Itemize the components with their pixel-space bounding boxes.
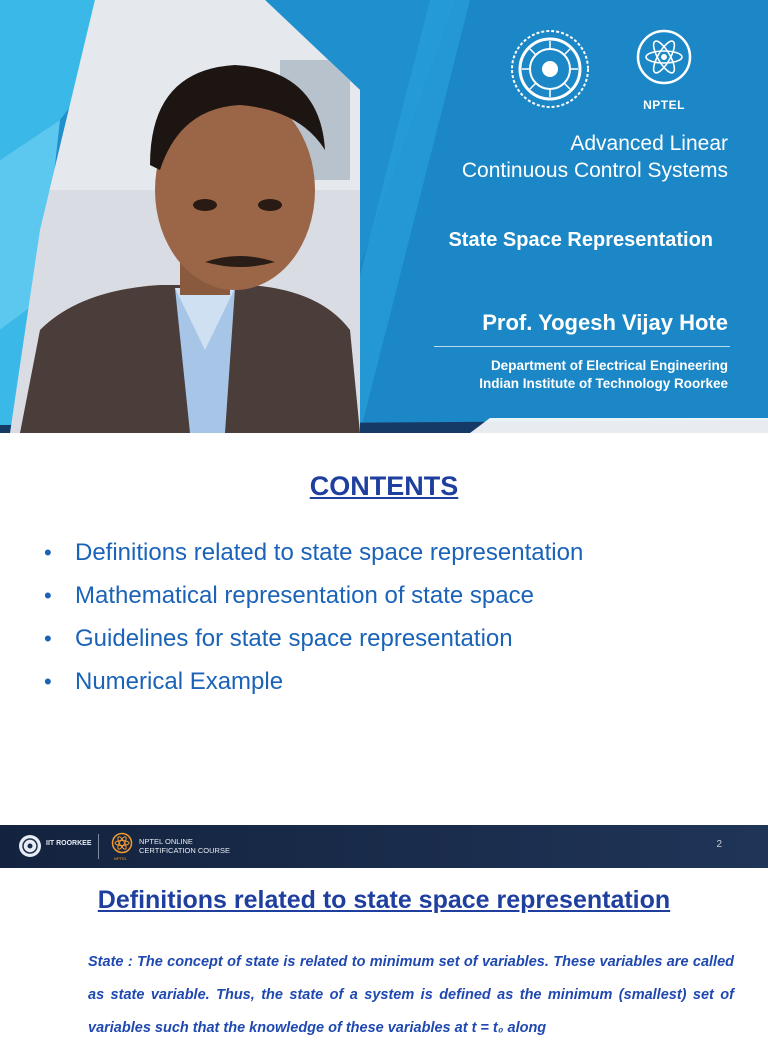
presenter-photo bbox=[0, 0, 360, 433]
slide-footer bbox=[0, 825, 768, 868]
iit-roorkee-seal-icon bbox=[509, 28, 591, 110]
page-number: 2 bbox=[716, 839, 722, 850]
footer-nptel-small-label: NPTEL bbox=[114, 856, 127, 861]
list-item bbox=[44, 623, 583, 666]
footer-course-line2: CERTIFICATION COURSE bbox=[139, 846, 230, 855]
institute-name: Indian Institute of Technology Roorkee bbox=[479, 376, 728, 391]
contents-slide bbox=[0, 433, 768, 880]
logo-group bbox=[505, 26, 725, 116]
list-item bbox=[44, 537, 583, 580]
list-item-text: Numerical Example bbox=[75, 668, 284, 695]
nptel-logo-icon bbox=[635, 28, 693, 86]
list-item bbox=[44, 580, 583, 623]
lecture-topic: State Space Representation bbox=[448, 229, 713, 251]
iit-roorkee-small-icon bbox=[18, 834, 42, 858]
list-item-text: Definitions related to state space representation bbox=[75, 539, 584, 566]
bullet-icon: • bbox=[44, 626, 52, 651]
title-slide bbox=[0, 0, 768, 433]
list-item-text: Mathematical representation of state space bbox=[75, 582, 534, 609]
bullet-icon: • bbox=[44, 583, 52, 608]
definitions-slide bbox=[0, 880, 768, 1036]
list-item bbox=[44, 666, 583, 709]
contents-title: CONTENTS bbox=[309, 471, 459, 501]
nptel-logo-label: NPTEL bbox=[643, 98, 685, 112]
footer-course-label bbox=[139, 837, 230, 855]
department-name: Department of Electrical Engineering bbox=[490, 358, 728, 373]
contents-list bbox=[44, 537, 583, 709]
affiliation bbox=[479, 357, 728, 393]
professor-name: Prof. Yogesh Vijay Hote bbox=[482, 310, 728, 335]
course-title-line2: Continuous Control Systems bbox=[461, 159, 728, 182]
bullet-icon: • bbox=[44, 540, 52, 565]
footer-iitr-label: IIT ROORKEE bbox=[46, 840, 92, 847]
divider bbox=[434, 346, 730, 347]
course-title bbox=[462, 130, 728, 184]
list-item-text: Guidelines for state space representation bbox=[75, 625, 513, 652]
bullet-icon: • bbox=[44, 669, 52, 694]
definitions-title: Definitions related to state space representation bbox=[97, 886, 671, 914]
footer-course-line1: NPTEL ONLINE bbox=[139, 837, 193, 846]
nptel-small-icon bbox=[111, 832, 133, 854]
definition-paragraph: State : The concept of state is related to minimum set of variables. These variables are called as state variable. Thus, the state of a system is defined as the minimum (smallest) set of variables such that the knowledge of these variables at t = t₀ along bbox=[88, 954, 734, 1036]
footer-divider bbox=[98, 834, 99, 859]
course-title-line1: Advanced Linear bbox=[570, 132, 728, 155]
